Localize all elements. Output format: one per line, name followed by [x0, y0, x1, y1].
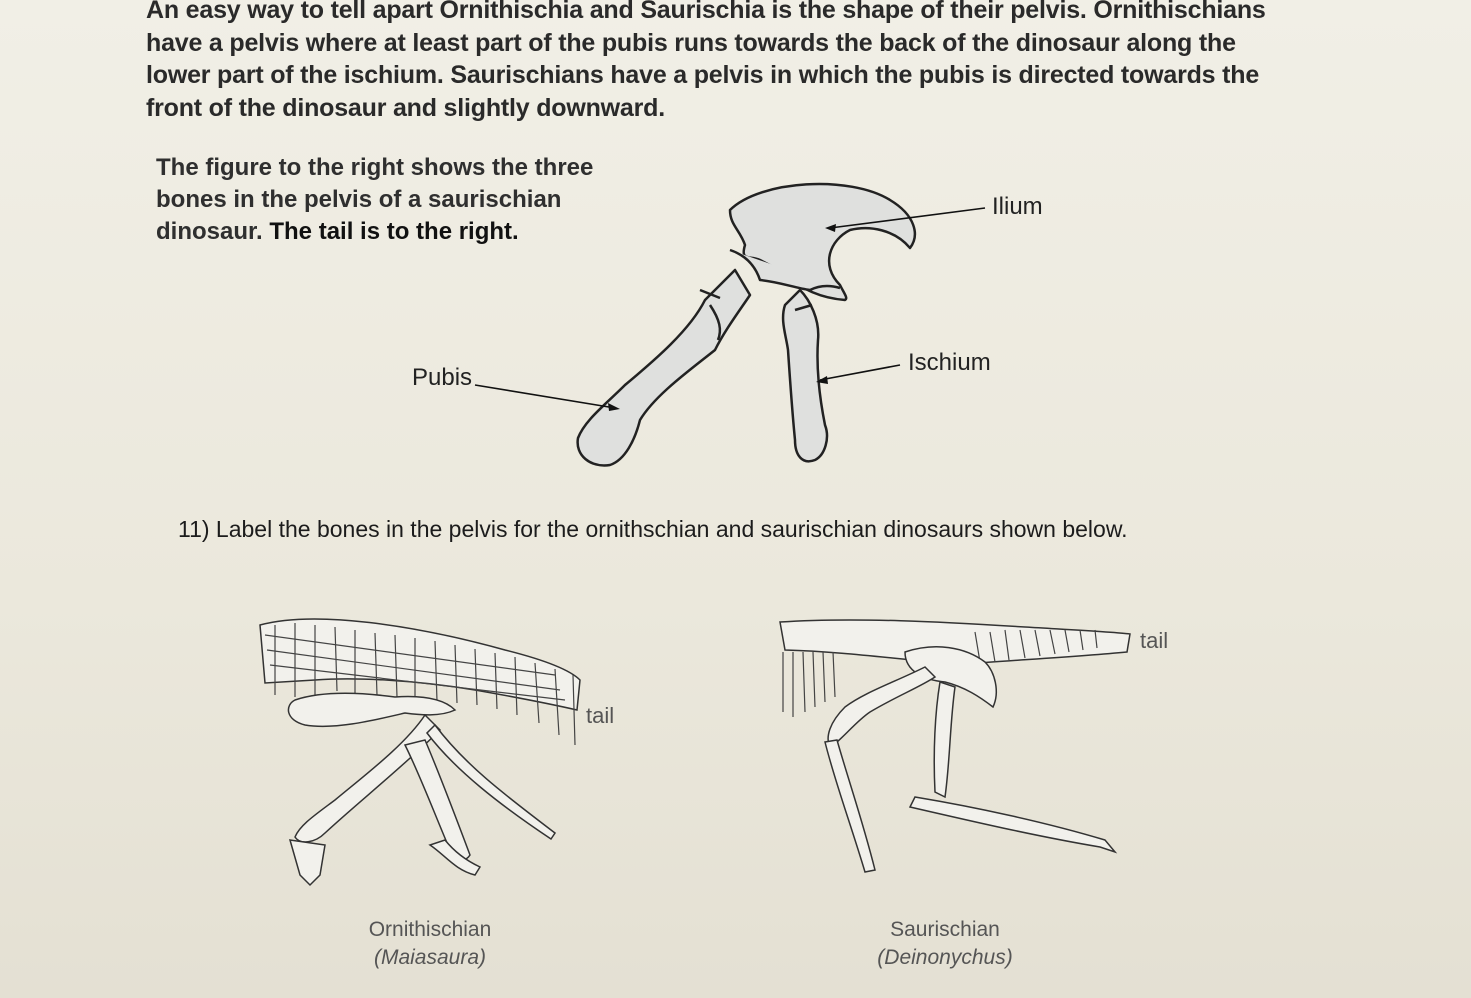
- saurischian-tail-label: tail: [1140, 628, 1169, 653]
- ornithischian-caption: [290, 916, 570, 972]
- ornithischian-genus: (Maiasaura): [373, 946, 487, 969]
- question-11: 11) Label the bones in the pelvis for the ornithschian and saurischian dinosaurs shown below.: [178, 516, 1128, 542]
- saurischian-caption: [805, 916, 1085, 972]
- ornithischian-femur: [295, 715, 440, 842]
- saurischian-leg: [910, 797, 1115, 852]
- ischium-label: Ischium: [908, 349, 991, 376]
- pubis-bone: [578, 270, 750, 465]
- pelvis-diagram: [400, 170, 1060, 480]
- saurischian-genus: (Deinonychus): [877, 946, 1013, 969]
- saurischian-name: Saurischian: [890, 918, 1000, 941]
- ornithischian-tail-label: tail: [586, 703, 615, 728]
- saurischian-pubis: [934, 682, 955, 797]
- saurischian-skeleton: [775, 612, 1145, 892]
- ornithischian-shin: [290, 840, 325, 885]
- ilium-label: Ilium: [992, 193, 1043, 220]
- figure-description-text: The figure to the right shows the three bones in the pelvis of a saurischian dinosaur.: [156, 154, 594, 245]
- intro-paragraph: An easy way to tell apart Ornithischia and Saurischia is the shape of their pelvis. Ornithischians have a pelvis where at least part of the pubis runs towards the back of the dinosaur along the lower part of the ischium. Saurischians have a pelvis in which the pubis is directed towards the front of the dinosaur and slightly downward.: [146, 0, 1266, 122]
- ischium-bone: [783, 290, 827, 461]
- tail-direction-note: The tail is to the right.: [269, 218, 519, 245]
- ornithischian-skeleton: [255, 605, 595, 895]
- ornithischian-name: Ornithischian: [368, 918, 492, 941]
- saurischian-femur: [828, 667, 935, 747]
- saurischian-tibia: [825, 740, 875, 872]
- pubis-label: Pubis: [412, 364, 473, 391]
